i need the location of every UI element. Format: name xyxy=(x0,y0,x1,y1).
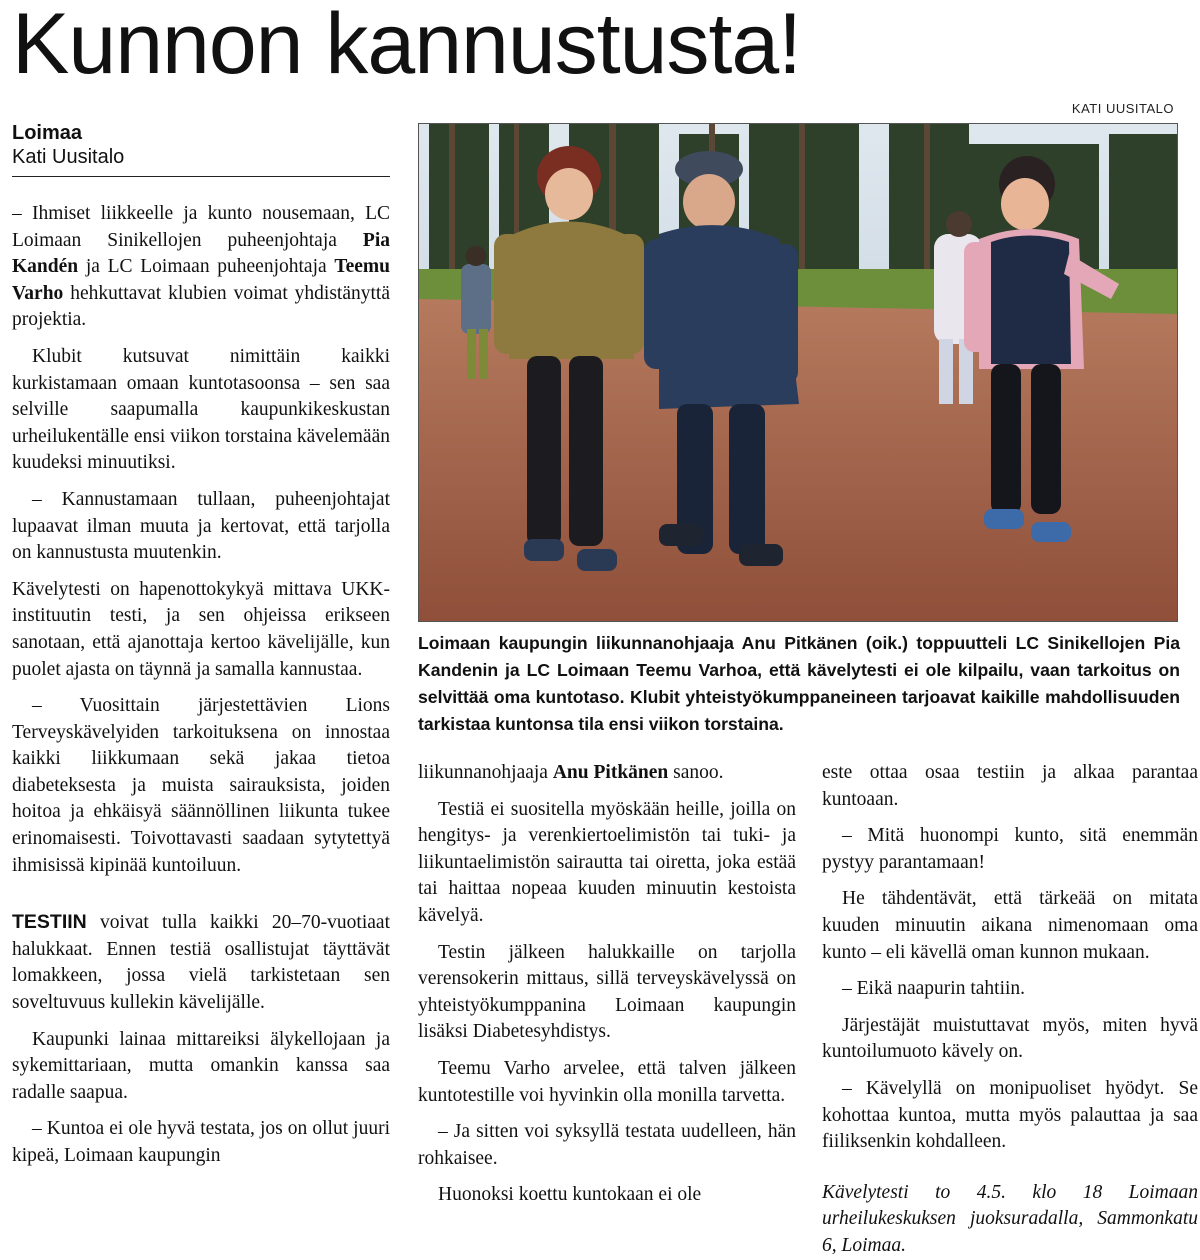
section-lead-word: TESTIIN xyxy=(12,911,87,934)
paragraph: – Kuntoa ei ole hyvä testata, jos on ollut juuri kipeä, Loimaan kaupungin xyxy=(12,1118,390,1166)
byline-author: Kati Uusitalo xyxy=(12,146,125,168)
headline: Kunnon kannustusta! xyxy=(12,0,802,92)
article-column-1 xyxy=(12,201,390,1170)
paragraph: este ottaa osaa testiin ja alkaa parantaa kuntoaan. xyxy=(822,762,1198,810)
article-column-3 xyxy=(822,760,1198,1260)
event-info: Kävelytesti to 4.5. klo 18 Loimaan urheilukeskuksen juoksuradalla, Sammonkatu 6, Loimaa. xyxy=(822,1181,1198,1256)
paragraph: – Eikä naapurin tahtiin. xyxy=(842,978,1026,1000)
paragraph: – Vuosittain järjestettävien Lions Terveyskävelyiden tarkoituksena on innostaa kaikki liikkumaan sekä jakaa tietoa diabeteksesta ja muista sairauksista, joiden hoitoa ja ehkäisyä säännöllinen liikunta tukee erinomaisesti. Toivottavasti saadaan sytytettyä ihmisissä kipinää kuntoiluun. xyxy=(12,695,390,876)
byline-divider xyxy=(12,176,390,177)
paragraph: Testin jälkeen halukkaille on tarjolla verensokerin mittaus, sillä terveyskävelyssä on yhteistyökumppanina Loimaan kaupungin lisäksi Diabetesyhdistys. xyxy=(418,941,796,1043)
paragraph: – Ihmiset liikkeelle ja kunto nousemaan, LC Loimaan Sinikellojen puheenjohtaja Pia Kandén ja LC Loimaan puheenjohtaja Teemu Varho hehkuttavat klubien voimat yhdistänyttä projektia. xyxy=(12,203,390,331)
paragraph: TESTIIN voivat tulla kaikki 20–70-vuotiaat halukkaat. Ennen testiä osallistujat täyttävät lomakkeen, jossa vielä tarkistetaan sen soveltuvuus kullekin kävelijälle. xyxy=(12,911,390,1014)
photo-illustration xyxy=(419,124,1177,621)
article-photo xyxy=(418,123,1178,622)
paragraph: – Kannustamaan tullaan, puheenjohtajat lupaavat ilman muuta ja kertovat, että tarjolla on kannustusta muutenkin. xyxy=(12,488,390,564)
person-name: Pia Kandén xyxy=(12,229,390,278)
byline xyxy=(12,121,390,169)
paragraph: – Kävelyllä on monipuoliset hyödyt. Se kohottaa kuntoa, mutta myös palauttaa ja saa fiiliksenkin kohdalleen. xyxy=(822,1077,1198,1153)
person-name: Teemu Varho xyxy=(12,256,390,304)
paragraph: Huonoksi koettu kuntokaan ei ole xyxy=(438,1184,702,1206)
paragraph: He tähdentävät, että tärkeää on mitata kuuden minuutin aikana nimenomaan oma kunto – eli kävellä oman kunnon mukaan. xyxy=(822,888,1198,963)
paragraph: Järjestäjät muistuttavat myös, miten hyvä kuntoilumuoto kävely on. xyxy=(822,1014,1198,1063)
paragraph: Kävelytesti on hapenottokykyä mittava UKK-instituutin testi, ja sen ohjeissa erikseen sanotaan, että ajanottaja kertoo kävelijälle, kun puolet ajasta on täynnä ja samalla kannustaa. xyxy=(12,578,390,680)
paragraph: Kaupunki lainaa mittareiksi älykellojaan ja sykemittariaan, mutta omankin kanssa saa radalle saapua. xyxy=(12,1028,390,1103)
paragraph: Teemu Varho arvelee, että talven jälkeen kuntotestille voi hyvinkin olla monilla tarvetta. xyxy=(418,1057,796,1106)
article-column-2 xyxy=(418,760,796,1209)
paragraph: – Mitä huonompi kunto, sitä enemmän pystyy parantamaan! xyxy=(822,825,1198,873)
paragraph: Testiä ei suositella myöskään heille, joilla on hengitys- ja verenkiertoelimistön tai tuki- ja liikuntaelimistön sairautta tai oiretta, joka estää tai haittaa nopeaa kuuden minuutin kestoista kävelyä. xyxy=(418,798,796,926)
paragraph: – Ja sitten voi syksyllä testata uudelleen, hän rohkaisee. xyxy=(418,1121,796,1169)
photo-credit: KATI UUSITALO xyxy=(1071,101,1174,116)
byline-place: Loimaa xyxy=(12,122,83,144)
paragraph: liikunnanohjaaja Anu Pitkänen sanoo. xyxy=(418,762,724,783)
photo-caption: Loimaan kaupungin liikunnanohjaaja Anu Pitkänen (oik.) toppuutteli LC Sinikellojen Pia Kandenin ja LC Loimaan Teemu Varhoa, että kävelytesti ei ole kilpailu, vaan tarkoitus on selvittää oma kuntotaso. Klubit yhteistyökumppaneineen tarjoavat kaikille mahdollisuuden tarkistaa kuntonsa tila ensi viikon torstaina. xyxy=(418,633,1180,734)
person-name: Anu Pitkänen xyxy=(552,762,669,783)
paragraph: Klubit kutsuvat nimittäin kaikki kurkistamaan omaan kuntotasoonsa – sen saa selville saapumalla kaupunkikeskustan urheilukentälle ensi viikon torstaina kävelemään kuudeksi minuutiksi. xyxy=(12,345,390,474)
